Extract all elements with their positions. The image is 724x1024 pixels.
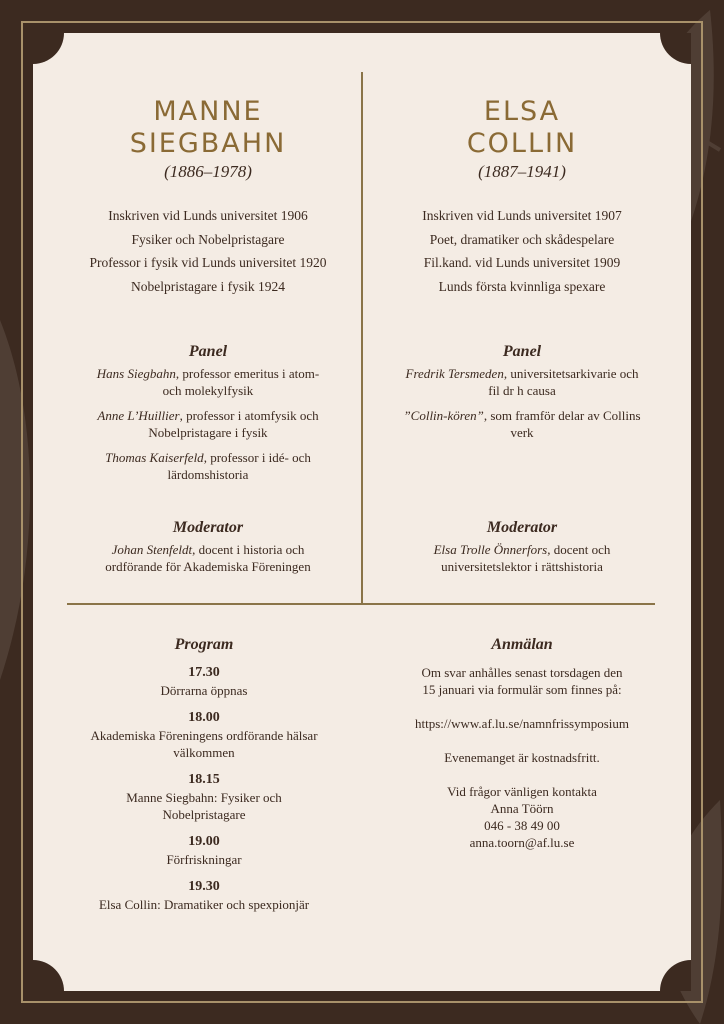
fact-item: Inskriven vid Lunds universitet 1906 — [108, 208, 308, 223]
corner-notch — [33, 960, 64, 991]
horizontal-divider — [67, 603, 655, 605]
fact-item: Fysiker och Nobelpristagare — [131, 231, 285, 247]
contact-name: Anna Töörn — [490, 801, 554, 816]
fact-item: Fil.kand. vid Lunds universitet 1909 — [423, 255, 621, 270]
left-moderator-section — [68, 519, 348, 583]
right-panel-section — [382, 343, 662, 449]
section-title: Moderator — [172, 519, 244, 536]
fact-item: Nobelpristagare i fysik 1924 — [130, 278, 286, 294]
program-item: Manne Siegbahn: Fysiker och Nobelpristagare — [126, 790, 282, 822]
right-moderator-section — [382, 519, 662, 583]
corner-notch — [660, 960, 691, 991]
program-time: 19.30 — [188, 879, 220, 894]
fact-item: Professor i fysik vid Lunds universitet 1920 — [89, 255, 327, 270]
section-title: Panel — [188, 343, 228, 360]
program-time: 18.15 — [188, 772, 220, 787]
person-years: (1886–1978) — [164, 162, 252, 181]
registration-deadline: Om svar anhålles senast torsdagen den 15 januari via formulär som finnes på: — [421, 665, 623, 697]
fact-list — [382, 204, 662, 298]
section-title: Panel — [502, 343, 542, 360]
program-section — [64, 636, 344, 923]
section-title: Program — [174, 636, 234, 653]
program-item: Förfriskningar — [166, 852, 242, 867]
contact-email[interactable]: anna.toorn@af.lu.se — [469, 835, 575, 850]
section-title: Anmälan — [491, 636, 553, 653]
fact-item: Inskriven vid Lunds universitet 1907 — [422, 208, 622, 223]
person-name: ELSA COLLIN — [466, 96, 578, 159]
fact-item: Lunds första kvinnliga spexare — [438, 278, 606, 294]
person-years: (1887–1941) — [478, 162, 566, 181]
left-column — [68, 96, 348, 298]
right-column — [382, 96, 662, 298]
corner-notch — [660, 33, 691, 64]
fact-item: Poet, dramatiker och skådespelare — [429, 231, 615, 247]
program-item: Elsa Collin: Dramatiker och spexpionjär — [98, 897, 310, 912]
vertical-divider — [361, 72, 363, 604]
program-time: 17.30 — [188, 665, 220, 680]
contact-intro: Vid frågor vänligen kontakta — [447, 784, 597, 799]
panel-member: Thomas Kaiserfeld, professor i idé- och lärdomshistoria — [105, 450, 311, 482]
fact-list — [68, 204, 348, 298]
registration-link[interactable]: https://www.af.lu.se/namnfrissymposium — [414, 716, 629, 731]
panel-member: Hans Siegbahn, professor emeritus i atom- och molekylfysik — [96, 366, 320, 398]
panel-member: Anne L’Huillier, professor i atomfysik och Nobelpristagare i fysik — [97, 408, 319, 440]
person-name: MANNE SIEGBAHN — [129, 96, 287, 159]
corner-notch — [33, 33, 64, 64]
program-time: 18.00 — [188, 710, 220, 725]
program-item: Dörrarna öppnas — [160, 683, 248, 698]
moderator-entry: Elsa Trolle Önnerfors, docent och universitetslektor i rättshistoria — [433, 542, 611, 574]
free-admission-note: Evenemanget är kostnadsfritt. — [444, 750, 600, 765]
moderator-entry: Johan Stenfeldt, docent i historia och ordförande för Akademiska Föreningen — [105, 542, 311, 574]
section-title: Moderator — [486, 519, 558, 536]
panel-member: Fredrik Tersmeden, universitetsarkivarie och fil dr h causa — [405, 366, 639, 398]
program-item: Akademiska Föreningens ordförande hälsar välkommen — [90, 728, 318, 760]
left-panel-section — [68, 343, 348, 491]
panel-member: ”Collin-kören”, som framför delar av Collins verk — [403, 408, 641, 440]
contact-phone: 046 - 38 49 00 — [484, 818, 560, 833]
registration-section — [382, 636, 662, 851]
program-time: 19.00 — [188, 834, 220, 849]
